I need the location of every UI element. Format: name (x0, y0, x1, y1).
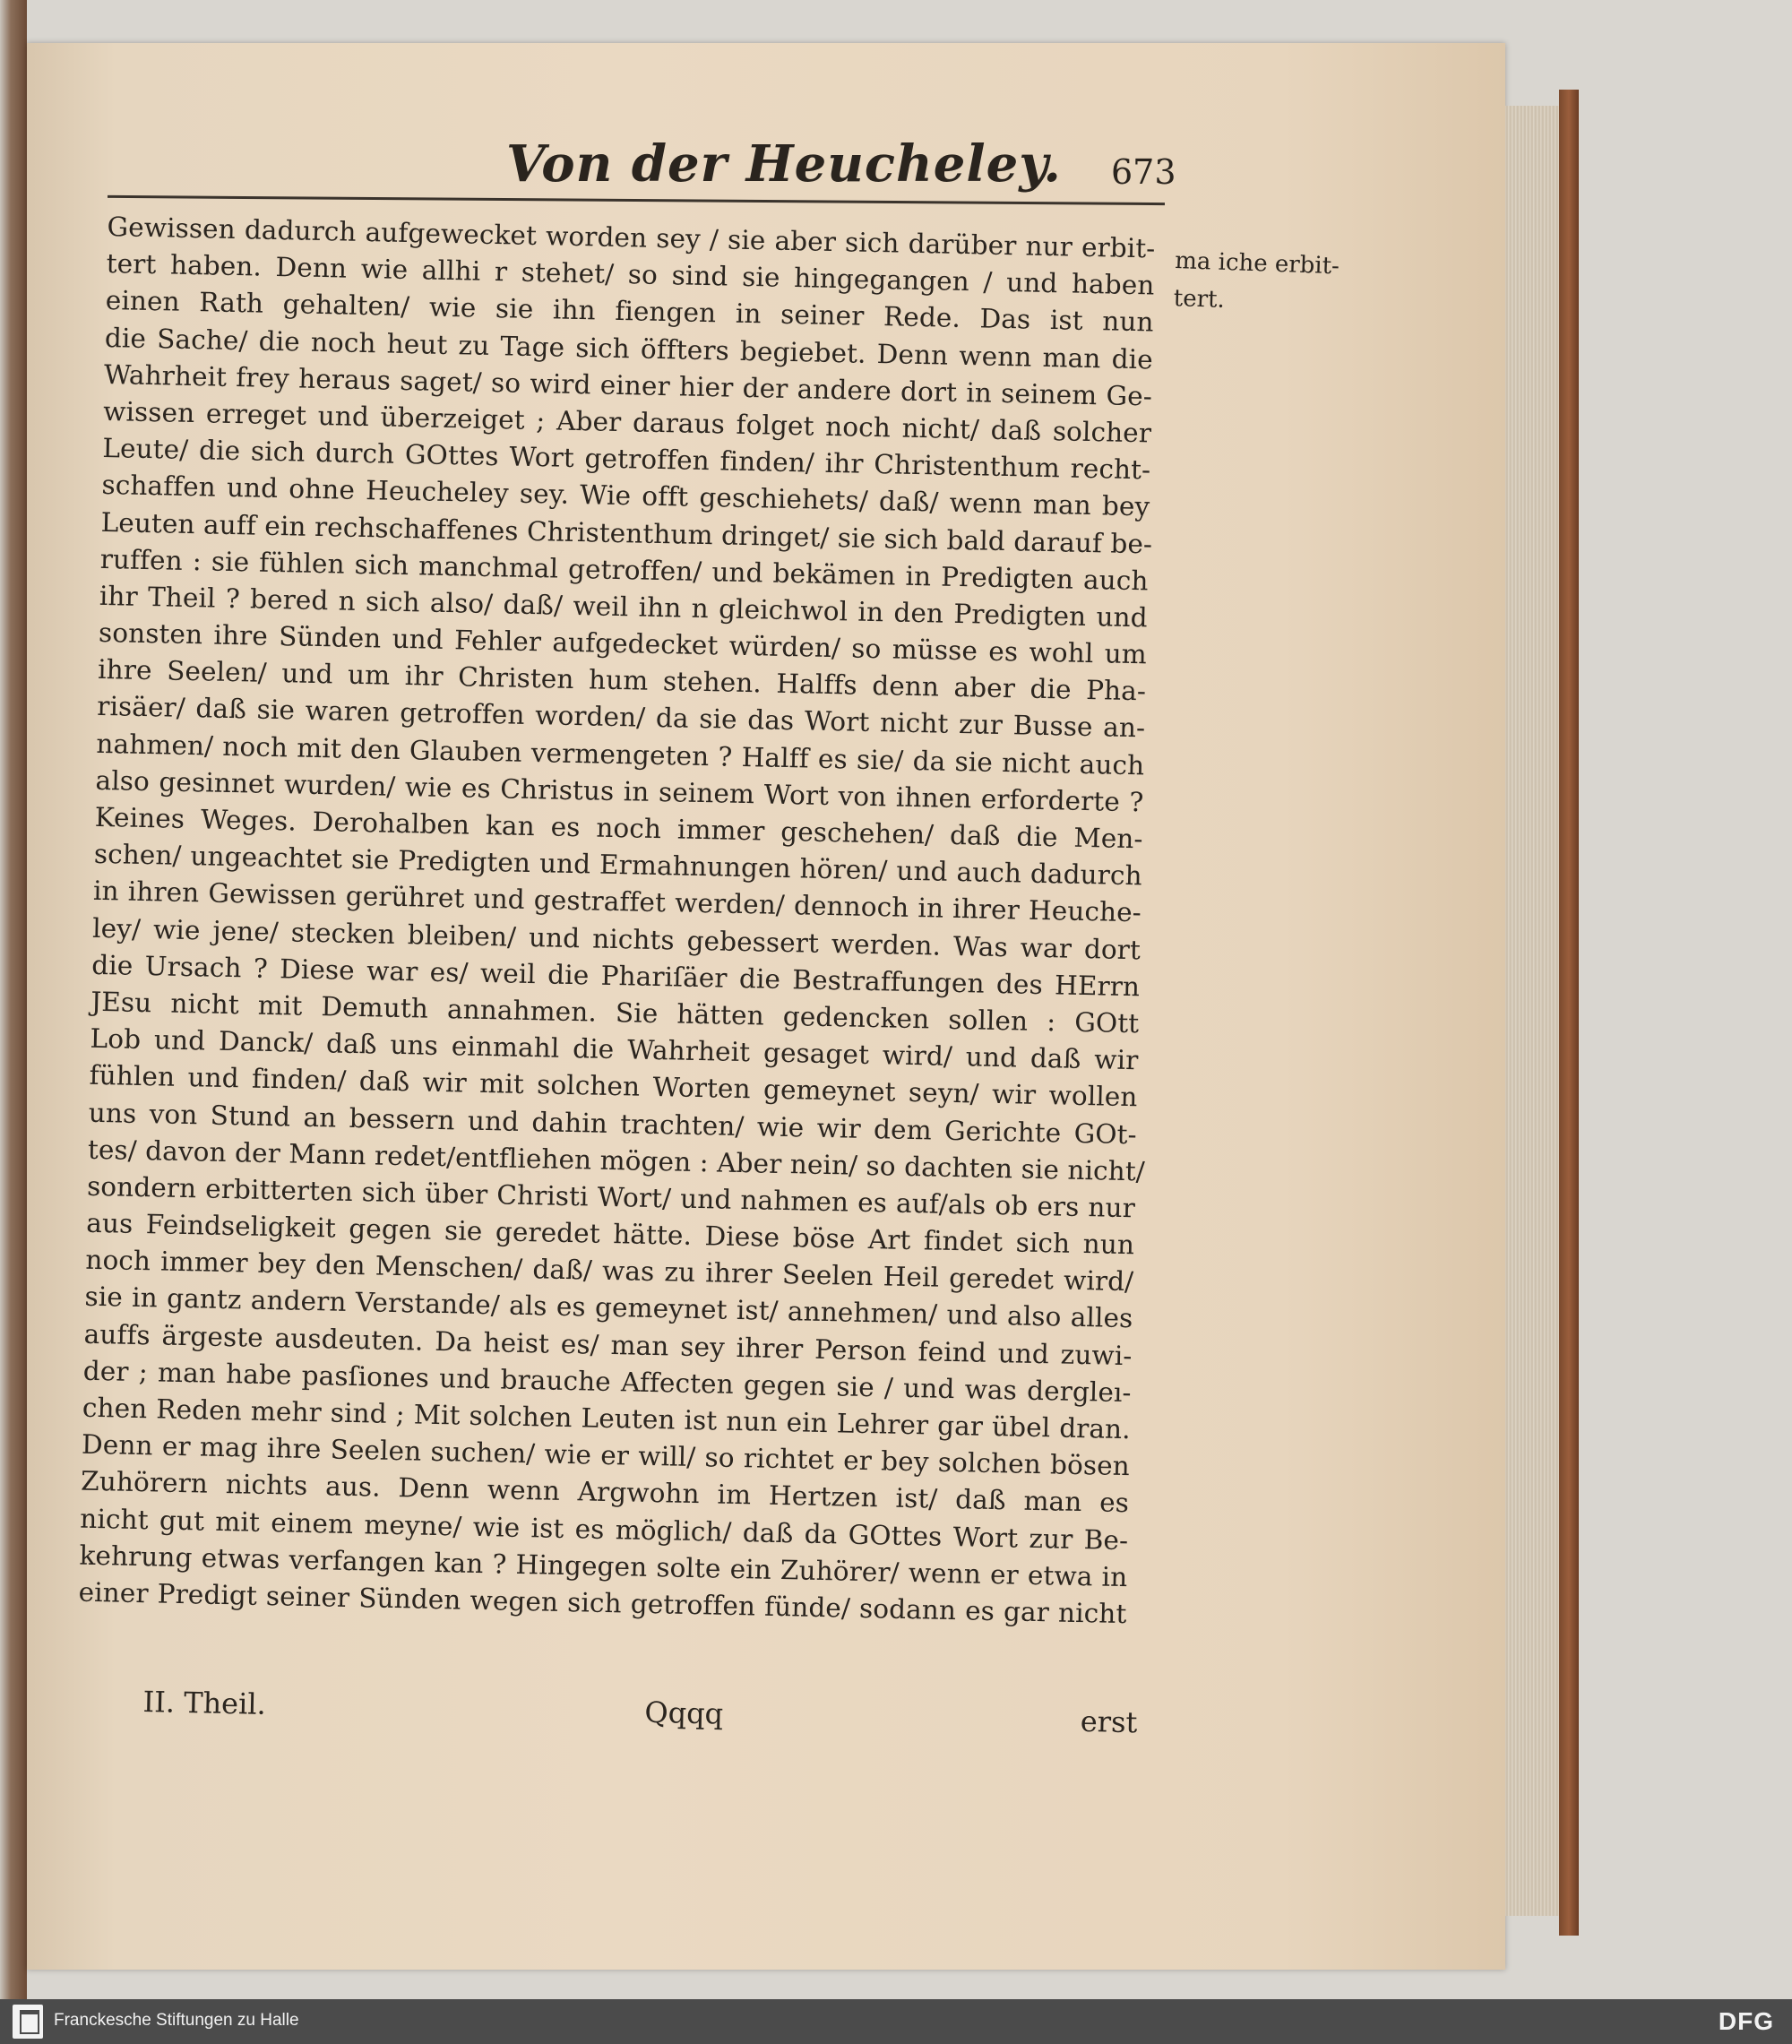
text-line: uns von Stund an bessern und dahin trachten/ wie wir dem Gerichte GOt- (88, 1097, 1137, 1150)
running-head (466, 134, 1407, 206)
text-line: einen Rath gehalten/ wie sie ihn fiengen in seiner Rede. Das ist nun (105, 285, 1154, 338)
signature-mark: Qqqq (644, 1695, 724, 1731)
margin-note-line: ma iche erbit- (1174, 246, 1340, 280)
text-line: JEsu nicht mit Demuth annahmen. Sie hätten gedencken sollen : GOtt (90, 986, 1140, 1039)
margin-note-line: tert. (1173, 284, 1226, 314)
text-line: Lob und Danck/ daß uns einmahl die Wahrheit gesaget wird/ und daß wir (90, 1022, 1139, 1076)
text-line: schen/ ungeachtet sie Predigten und Ermahnungen hören/ und auch dadurch (93, 839, 1143, 892)
dfg-logo: DFG (1718, 2007, 1774, 2035)
text-line: Leute/ die sich durch GOttes Wort getroffen finden/ ihr Christenthum recht- (102, 433, 1151, 486)
text-line: kehrung etwas verfangen kan ? Hingegen solte ein Zuhörer/ wenn er etwa in (79, 1539, 1128, 1592)
page-number: 673 (1111, 152, 1176, 192)
text-line: nicht gut mit einem meyne/ wie ist es möglich/ daß da GOttes Wort zur Be- (80, 1503, 1129, 1556)
book-cover-edge (1559, 90, 1579, 1936)
text-line: Wahrheit frey heraus saget/ so wird einer hier der andere dort in seinem Ge- (103, 358, 1153, 412)
institution-name: Franckesche Stiftungen zu Halle (54, 2011, 299, 2030)
text-line: aus Feindseligkeit gegen sie geredet hätte. Diese böse Art findet sich nun (85, 1207, 1135, 1261)
previous-page-edge (0, 0, 27, 1999)
text-line: der ; man habe pasſiones und brauche Affecten gegen sie / und was dergleı- (82, 1355, 1132, 1409)
text-line: risäer/ daß sie waren getroffen worden/ da sie das Wort nicht zur Busse an- (97, 691, 1146, 744)
part-label: II. Theil. (142, 1685, 267, 1721)
text-line: schaffen und ohne Heucheley sey. Wie offt geschiehets/ daß/ wenn man bey (101, 470, 1150, 522)
text-line: die Sache/ die noch heut zu Tage sich öffters begiebet. Denn wenn man die (104, 322, 1154, 375)
text-line: wissen erreget und überzeiget ; Aber daraus folget noch nicht/ daß solcher (102, 395, 1152, 449)
viewer-footer-bar (0, 1999, 1792, 2044)
text-line: sonsten ihre Sünden und Fehler aufgedecket würden/ so müsse es wohl um (98, 617, 1148, 670)
text-line: auffs ärgeste ausdeuten. Da heist es/ man sey ihrer Person feind und zuwi- (83, 1318, 1133, 1371)
text-line: einer Predigt seiner Sünden wegen sich getroffen fünde/ sodann es gar nicht (78, 1576, 1127, 1630)
text-line: tert haben. Denn wie allhi r stehet/ so sind sie hingegangen / und haben (106, 248, 1155, 301)
text-line: Keines Weges. Derohalben kan es noch immer geschehen/ daß die Men- (94, 801, 1143, 855)
text-line: Leuten auff ein rechschaffenes Christenthum dringet/ sie sich bald darauf be- (100, 506, 1153, 559)
text-line: noch immer bey den Menschen/ daß/ was zu ihrer Seelen Heil geredet wird/ (85, 1244, 1134, 1298)
text-line: sondern erbitterten sich über Christi Wort/ und nahmen es auf/als ob ers nur (86, 1170, 1136, 1224)
text-line: Denn er mag ihre Seelen suchen/ wie er will/ so richtet er bey solchen bösen (81, 1428, 1131, 1482)
margin-note (1173, 242, 1340, 323)
text-line: chen Reden mehr sind ; Mit solchen Leuten ist nun ein Lehrer gar übel dran. (82, 1392, 1132, 1445)
text-line: sie in gantz andern Verstande/ als es gemeynet ist/ annehmen/ und also alles (84, 1281, 1133, 1334)
text-line: ihr Theil ? bered n sich also/ daß/ weil ihn n gleichwol in den Predigten und (99, 580, 1149, 634)
body-text (78, 209, 1156, 1633)
text-line: in ihren Gewissen gerühret und gestraffet werden/ dennoch in ihrer Heuche- (92, 875, 1142, 928)
text-line: Gewissen dadurch aufgewecket worden sey / sie aber sich darüber nur erbit- (107, 211, 1156, 264)
text-line: fühlen und finden/ daß wir mit solchen Worten gemeynet seyn/ wir wollen (89, 1060, 1138, 1113)
running-head-title: Von der Heucheley. (506, 134, 1062, 194)
text-line: ley/ wie jene/ stecken bleiben/ und nichts gebessert werden. Was war dort (91, 912, 1142, 965)
text-line: also gesinnet wurden/ wie es Christus in seinem Wort von ihnen erforderte ? (95, 764, 1144, 818)
text-line: ruffen : sie fühlen sich manchmal getroffen/ und bekämen in Predigten auch (99, 543, 1149, 597)
text-line: nahmen/ noch mit den Glauben vermengeten ? Halff es sie/ da sie nicht auch (96, 728, 1145, 781)
page-edges (1505, 106, 1559, 1916)
text-line: Zuhörern nichts aus. Denn wenn Argwohn im Hertzen ist/ daß man es (80, 1466, 1130, 1519)
text-line: tes/ davon der Mann redet/entfliehen mögen : Aber nein/ so dachten sie nicht/ (87, 1134, 1146, 1187)
text-line: ihre Seelen/ und um ihr Christen hum stehen. Halffs denn aber die Pha- (97, 654, 1147, 707)
catchword: erst (1080, 1703, 1138, 1740)
institution-logo-icon (13, 2005, 43, 2039)
text-line: die Ursach ? Diese war es/ weil die Phariſäer die Bestraffungen des HErrn (90, 949, 1141, 1003)
